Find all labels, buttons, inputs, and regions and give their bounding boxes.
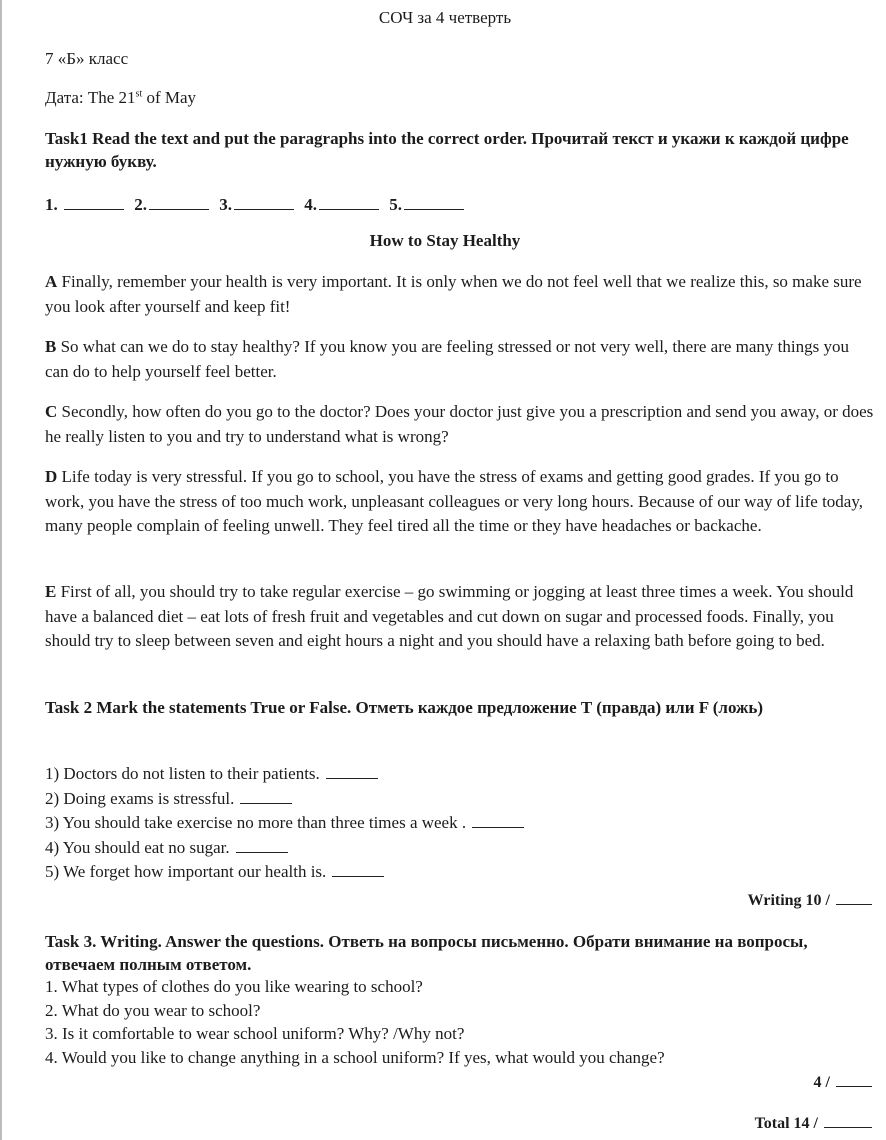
task1-instruction: Task1 Read the text and put the paragraphs into the correct order. Прочитай текст и укажи к каждой цифре нужную букву. [45,129,849,171]
paragraph-text: Life today is very stressful. If you go to school, you have the stress of exams and getting good grades. If you go to work, you have the stress of too much work, unpleasant colleagues or very long hours. Because of our way of life today, many people complain of feeling unwell. They feel tired all the time or they have headaches or backache. [45,467,863,535]
statement-list [45,762,524,885]
statement-item: 5) We forget how important our health is. [45,860,524,885]
question-item: 3. Is it comfortable to wear school uniform? Why? /Why not? [45,1024,465,1043]
true-false-blank[interactable] [472,813,524,828]
order-slot-5[interactable]: 5. [389,195,464,215]
paragraph-text: Secondly, how often do you go to the doctor? Does your doctor just give you a prescription and send you away, or does he really listen to you and try to understand what is wrong? [45,402,874,446]
answer-blank[interactable] [149,195,209,210]
order-answer-row [45,195,470,215]
statement-item: 1) Doctors do not listen to their patients. [45,762,524,787]
question-item: 1. What types of clothes do you like wearing to school? [45,977,423,996]
answer-blank[interactable] [64,195,124,210]
date-superscript: st [135,88,143,100]
task2-instruction: Task 2 Mark the statements True or False. Отметь каждое предложение T (правда) или F (ложь) [45,698,764,717]
date-tail: of May [146,88,197,107]
paragraph-a [45,270,875,319]
answer-blank[interactable] [319,195,379,210]
score-blank[interactable] [836,1072,872,1087]
paragraph-letter: D [45,467,58,486]
paragraph-letter: C [45,402,58,421]
true-false-blank[interactable] [326,764,378,779]
true-false-blank[interactable] [240,789,292,804]
writing-score: Writing 10 / [748,890,872,910]
total-score: Total 14 / [755,1113,872,1133]
date-value: The 21 [87,88,136,107]
paragraph-e [45,580,875,654]
answer-blank[interactable] [234,195,294,210]
paragraph-b [45,335,875,384]
answer-blank[interactable] [404,195,464,210]
date-line [45,88,196,108]
paragraph-letter: A [45,272,58,291]
task3-score: 4 / [814,1072,872,1092]
document-title: СОЧ за 4 четверть [378,8,512,27]
paragraph-letter: E [45,582,57,601]
task3-instruction: Task 3. Writing. Answer the questions. Ответь на вопросы письменно. Обрати внимание на вопросы, отвечаем полным ответом. [45,932,808,974]
question-item: 4. Would you like to change anything in a school uniform? If yes, what would you change? [45,1047,665,1067]
text-title: How to Stay Healthy [369,231,521,250]
paragraph-text: First of all, you should try to take regular exercise – go swimming or jogging at least three times a week. You should have a balanced diet – eat lots of fresh fruit and vegetables and cut down on sugar and processed foods. Finally, you should try to sleep between seven and eight hours a night and you should have a relaxing bath before going to bed. [45,582,854,650]
date-label: Дата: [45,88,84,107]
question-list [45,975,665,1069]
paragraph-letter: B [45,337,57,356]
order-slot-1[interactable]: 1. [45,195,124,215]
question-item: 2. What do you wear to school? [45,1000,261,1020]
score-blank[interactable] [836,890,872,905]
order-slot-2[interactable]: 2. [134,195,209,215]
paragraph-d [45,465,875,539]
true-false-blank[interactable] [332,862,384,877]
paragraph-text: So what can we do to stay healthy? If you know you are feeling stressed or not very well, there are many things you can do to help yourself feel better. [45,337,849,381]
order-slot-3[interactable]: 3. [219,195,294,215]
paragraph-c [45,400,875,449]
statement-item: 3) You should take exercise no more than three times a week . [45,811,524,836]
paragraph-text: Finally, remember your health is very important. It is only when we do not feel well that we realize this, so make sure you look after yourself and keep fit! [45,272,862,316]
true-false-blank[interactable] [236,838,288,853]
class-label: 7 «Б» класс [45,49,129,68]
statement-item: 4) You should eat no sugar. [45,836,524,861]
score-blank[interactable] [824,1113,872,1128]
order-slot-4[interactable]: 4. [304,195,379,215]
statement-item: 2) Doing exams is stressful. [45,787,524,812]
